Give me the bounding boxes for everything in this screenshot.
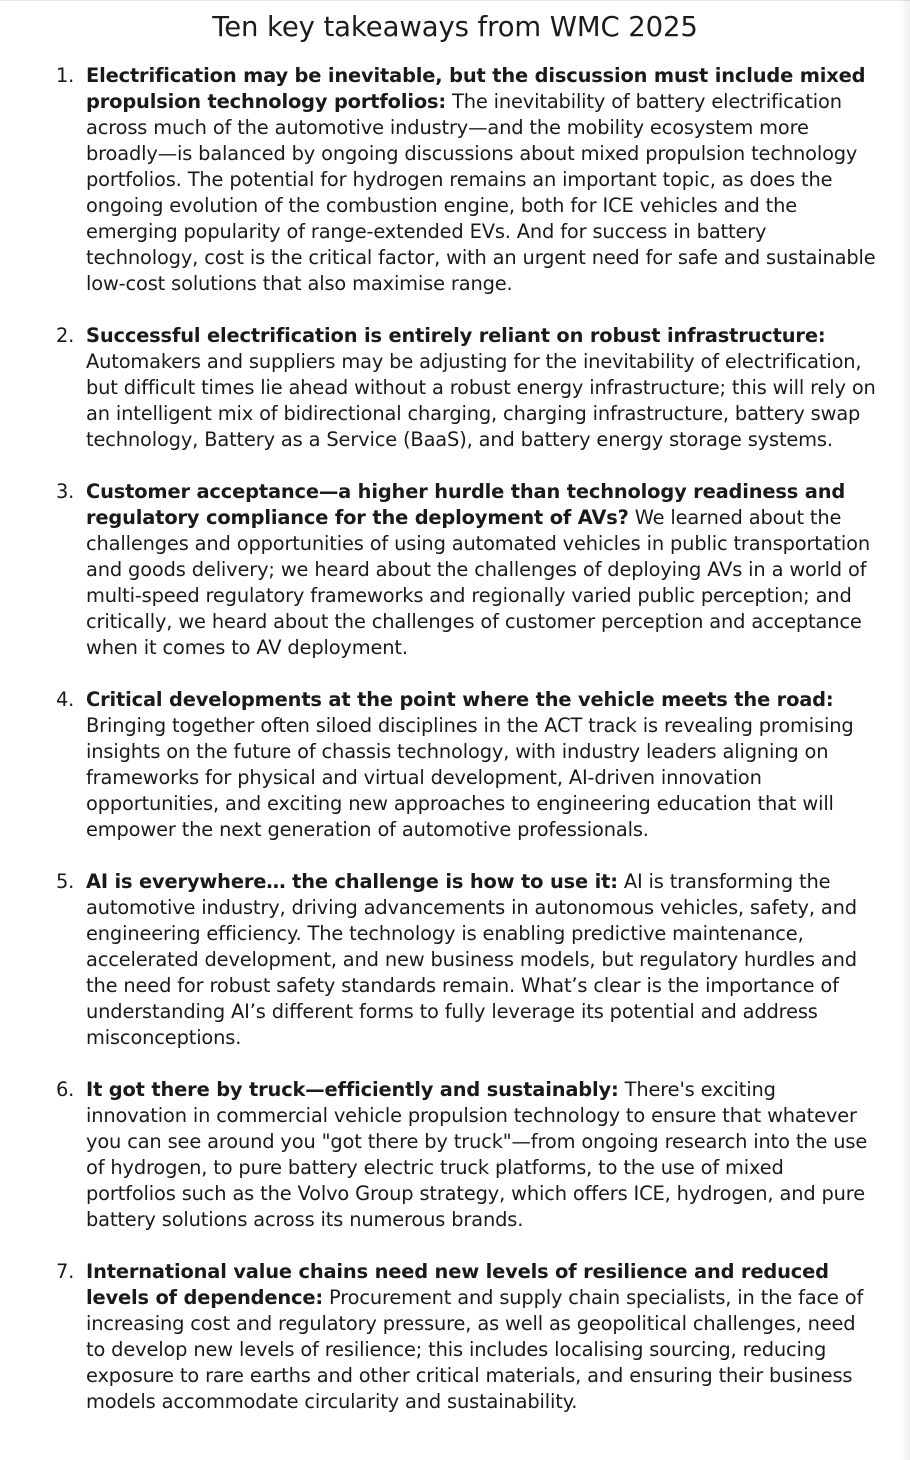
takeaways-list — [0, 63, 910, 1441]
item-number: 5. — [56, 870, 75, 893]
item-heading: Electrification may be inevitable, but the discussion must include mixed propulsion technology portfolios: — [86, 64, 866, 113]
item-heading: It got there by truck—efficiently and sustainably: — [86, 1078, 619, 1101]
item-number: 3. — [56, 480, 75, 503]
item-body: Automakers and suppliers may be adjusting for the inevitability of electrification, but difficult times lie ahead without a robust energy infrastructure; this will rely on an intelligent mix of bidirectional charging, charging infrastructure, battery swap technology, Battery as a Service (BaaS), and battery energy storage systems. — [86, 350, 876, 451]
item-body: We learned about the challenges and opportunities of using automated vehicles in public transportation and goods delivery; we heard about the challenges of deploying AVs in a world of multi-speed regulatory frameworks and regionally varied public perception; and critically, we heard about the challenges of customer perception and acceptance when it comes to AV deployment. — [86, 506, 871, 659]
top-divider — [0, 0, 910, 1]
item-number: 6. — [56, 1078, 75, 1101]
item-body: Bringing together often siloed disciplines in the ACT track is revealing promising insights on the future of chassis technology, with industry leaders aligning on frameworks for physical and virtual development, AI-driven innovation opportunities, and exciting new approaches to engineering education that will empower the next generation of automotive professionals. — [86, 714, 854, 841]
item-heading: AI is everywhere… the challenge is how to use it: — [86, 870, 618, 893]
page-title: Ten key takeaways from WMC 2025 — [212, 11, 698, 43]
item-heading: International value chains need new levels of resilience and reduced levels of dependence: — [86, 1260, 829, 1309]
list-item — [0, 1259, 910, 1415]
item-body: The inevitability of battery electrification across much of the automotive industry—and the mobility ecosystem more broadly—is balanced by ongoing discussions about mixed propulsion technology portfolios. The potential for hydrogen remains an important topic, as does the ongoing evolution of the combustion engine, both for ICE vehicles and the emerging popularity of range-extended EVs. And for success in battery technology, cost is the critical factor, with an urgent need for safe and sustainable low-cost solutions that also maximise range. — [86, 90, 876, 295]
item-number: 1. — [56, 64, 75, 87]
list-item — [0, 63, 910, 297]
list-item — [0, 323, 910, 453]
list-item — [0, 687, 910, 843]
item-body: There's exciting innovation in commercial vehicle propulsion technology to ensure that whatever you can see around you "got there by truck"—from ongoing research into the use of hydrogen, to pure battery electric truck platforms, to the use of mixed portfolios such as the Volvo Group strategy, which offers ICE, hydrogen, and pure battery solutions across its numerous brands. — [86, 1078, 868, 1231]
item-number: 4. — [56, 688, 75, 711]
item-heading: Customer acceptance—a higher hurdle than technology readiness and regulatory compliance for the deployment of AVs? — [86, 480, 846, 529]
item-heading: Critical developments at the point where the vehicle meets the road: — [86, 688, 834, 711]
item-body: AI is transforming the automotive industry, driving advancements in autonomous vehicles, safety, and engineering efficiency. The technology is enabling predictive maintenance, accelerated development, and new business models, but regulatory hurdles and the need for robust safety standards remain. What’s clear is the importance of understanding AI’s different forms to fully leverage its potential and address misconceptions. — [86, 870, 857, 1049]
item-body: Procurement and supply chain specialists, in the face of increasing cost and regulatory pressure, as well as geopolitical challenges, need to develop new levels of resilience; this includes localising sourcing, reducing exposure to rare earths and other critical materials, and ensuring their business models accommodate circularity and sustainability. — [86, 1286, 864, 1413]
list-item — [0, 479, 910, 661]
list-item — [0, 869, 910, 1051]
item-number: 2. — [56, 324, 75, 347]
item-heading: Successful electrification is entirely reliant on robust infrastructure: — [86, 324, 826, 347]
item-number: 7. — [56, 1260, 75, 1283]
list-item — [0, 1077, 910, 1233]
